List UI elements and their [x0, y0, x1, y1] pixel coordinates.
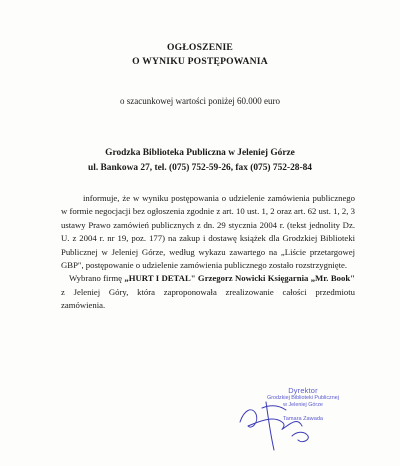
stamp-line-2: w Jeleniej Górze: [283, 402, 323, 409]
organization-name: Grodzka Biblioteka Publiczna w Jeleniej Górze: [105, 148, 295, 158]
stamp-title: Dyrektor: [288, 386, 318, 395]
announcement-body: [61, 192, 355, 313]
paragraph-2-prefix: Wybrano firmę: [69, 273, 125, 284]
selected-company-name: „HURT I DETAL" Grzegorz Nowicki Księgarnia „Mr. Book": [124, 273, 355, 284]
stamp-name: Tamara Zawada: [282, 416, 324, 423]
stamp-line-1: Grodzkiej Biblioteki Publicznej: [267, 395, 339, 401]
body-paragraph-1: informuje, że w wyniku postępowania o udzielenie zamówienia publicznego w formie negocjacji bez ogłoszenia zgodnie z art. 10 ust. 1, 2 oraz art. 62 ust. 1, 2, 3 ustawy Prawo zamówień publicznych z dn. 29 stycznia 2004 r. (tekst jednolity Dz. U. z 2004 r. nr 19, poz. 177) na zakup i dostawę książek dla Grodzkiej Biblioteki Publicznej w Jeleniej Górze, według wykazu zawartego na „Liście przetargowej GBP", postępowanie o udzielenie zamówienia publicznego zostało rozstrzygnięte.: [61, 193, 355, 271]
value-threshold-note: o szacunkowej wartości poniżej 60.000 euro: [120, 96, 280, 106]
paragraph-2-suffix: z Jeleniej Góry, która zaproponowała zrealizowanie całości przedmiotu zamówienia.: [61, 286, 355, 311]
body-paragraph-2: [61, 272, 355, 312]
organization-address: ul. Bankowa 27, tel. (075) 752-59-26, fax (075) 752-28-84: [88, 163, 312, 173]
announcement-title: OGŁOSZENIE: [167, 42, 233, 53]
announcement-subtitle-heading: O WYNIKU POSTĘPOWANIA: [132, 56, 268, 67]
director-stamp: [228, 386, 378, 422]
